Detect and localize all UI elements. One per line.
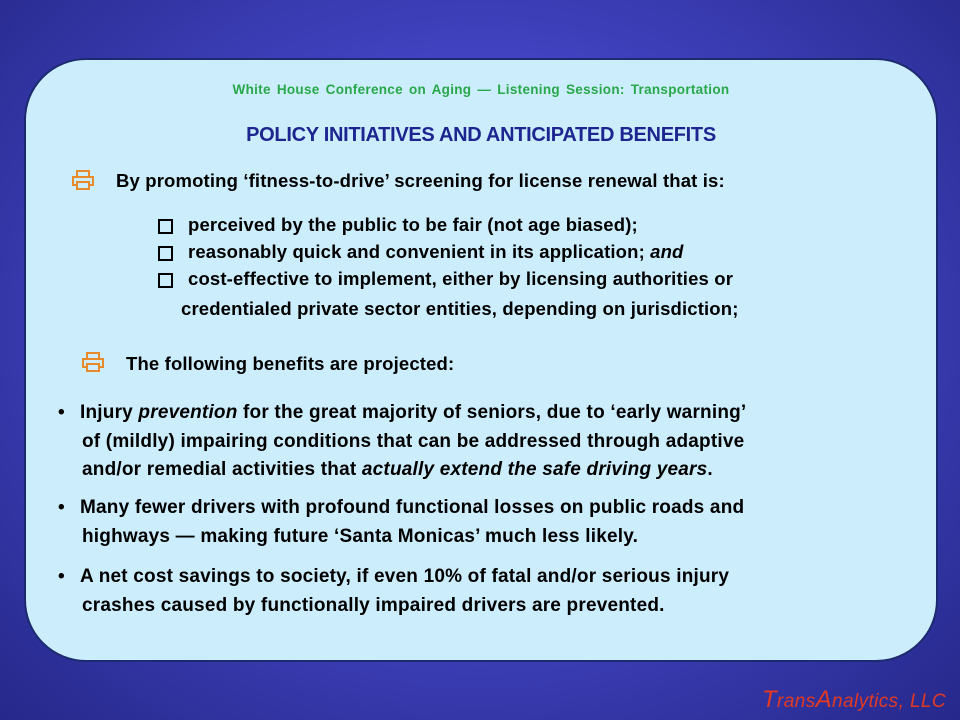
bullet-icon: •	[58, 566, 65, 587]
printer-icon	[72, 170, 94, 190]
checkbox-icon	[158, 246, 173, 261]
benefit-1-line-2: of (mildly) impairing conditions that can be addressed through adaptive	[82, 431, 745, 452]
benefit-2-line-1: Many fewer drivers with profound functional losses on public roads and	[80, 497, 745, 518]
promoting-item-1: perceived by the public to be fair (not age biased);	[188, 214, 638, 235]
printer-icon	[82, 352, 104, 372]
benefit-3-line-1: A net cost savings to society, if even 10% of fatal and/or serious injury	[80, 566, 730, 587]
bullet-icon: •	[58, 402, 65, 423]
benefits-intro: The following benefits are projected:	[126, 353, 455, 374]
benefit-3-line-2: crashes caused by functionally impaired drivers are prevented.	[82, 595, 665, 616]
promoting-item-3: cost-effective to implement, either by licensing authorities or	[188, 268, 734, 289]
conference-title: White House Conference on Aging — Listening Session: Transportation	[232, 82, 730, 97]
benefit-1-line-3: and/or remedial activities that actually extend the safe driving years.	[82, 459, 713, 480]
content-panel	[24, 58, 938, 662]
promoting-intro: By promoting ‘fitness-to-drive’ screening for license renewal that is:	[116, 170, 725, 191]
checkbox-icon	[158, 273, 173, 288]
checkbox-icon	[158, 219, 173, 234]
promoting-item-3-cont: credentialed private sector entities, depending on jurisdiction;	[181, 298, 739, 319]
benefit-1-line-1: Injury prevention for the great majority of seniors, due to ‘early warning’	[80, 402, 747, 423]
page-title: POLICY INITIATIVES AND ANTICIPATED BENEFITS	[246, 124, 716, 146]
benefit-2-line-2: highways — making future ‘Santa Monicas’ much less likely.	[82, 526, 639, 547]
company-logo: TransAnalytics, LLC	[761, 686, 946, 713]
promoting-item-2: reasonably quick and convenient in its application; and	[188, 241, 684, 262]
bullet-icon: •	[58, 497, 65, 518]
